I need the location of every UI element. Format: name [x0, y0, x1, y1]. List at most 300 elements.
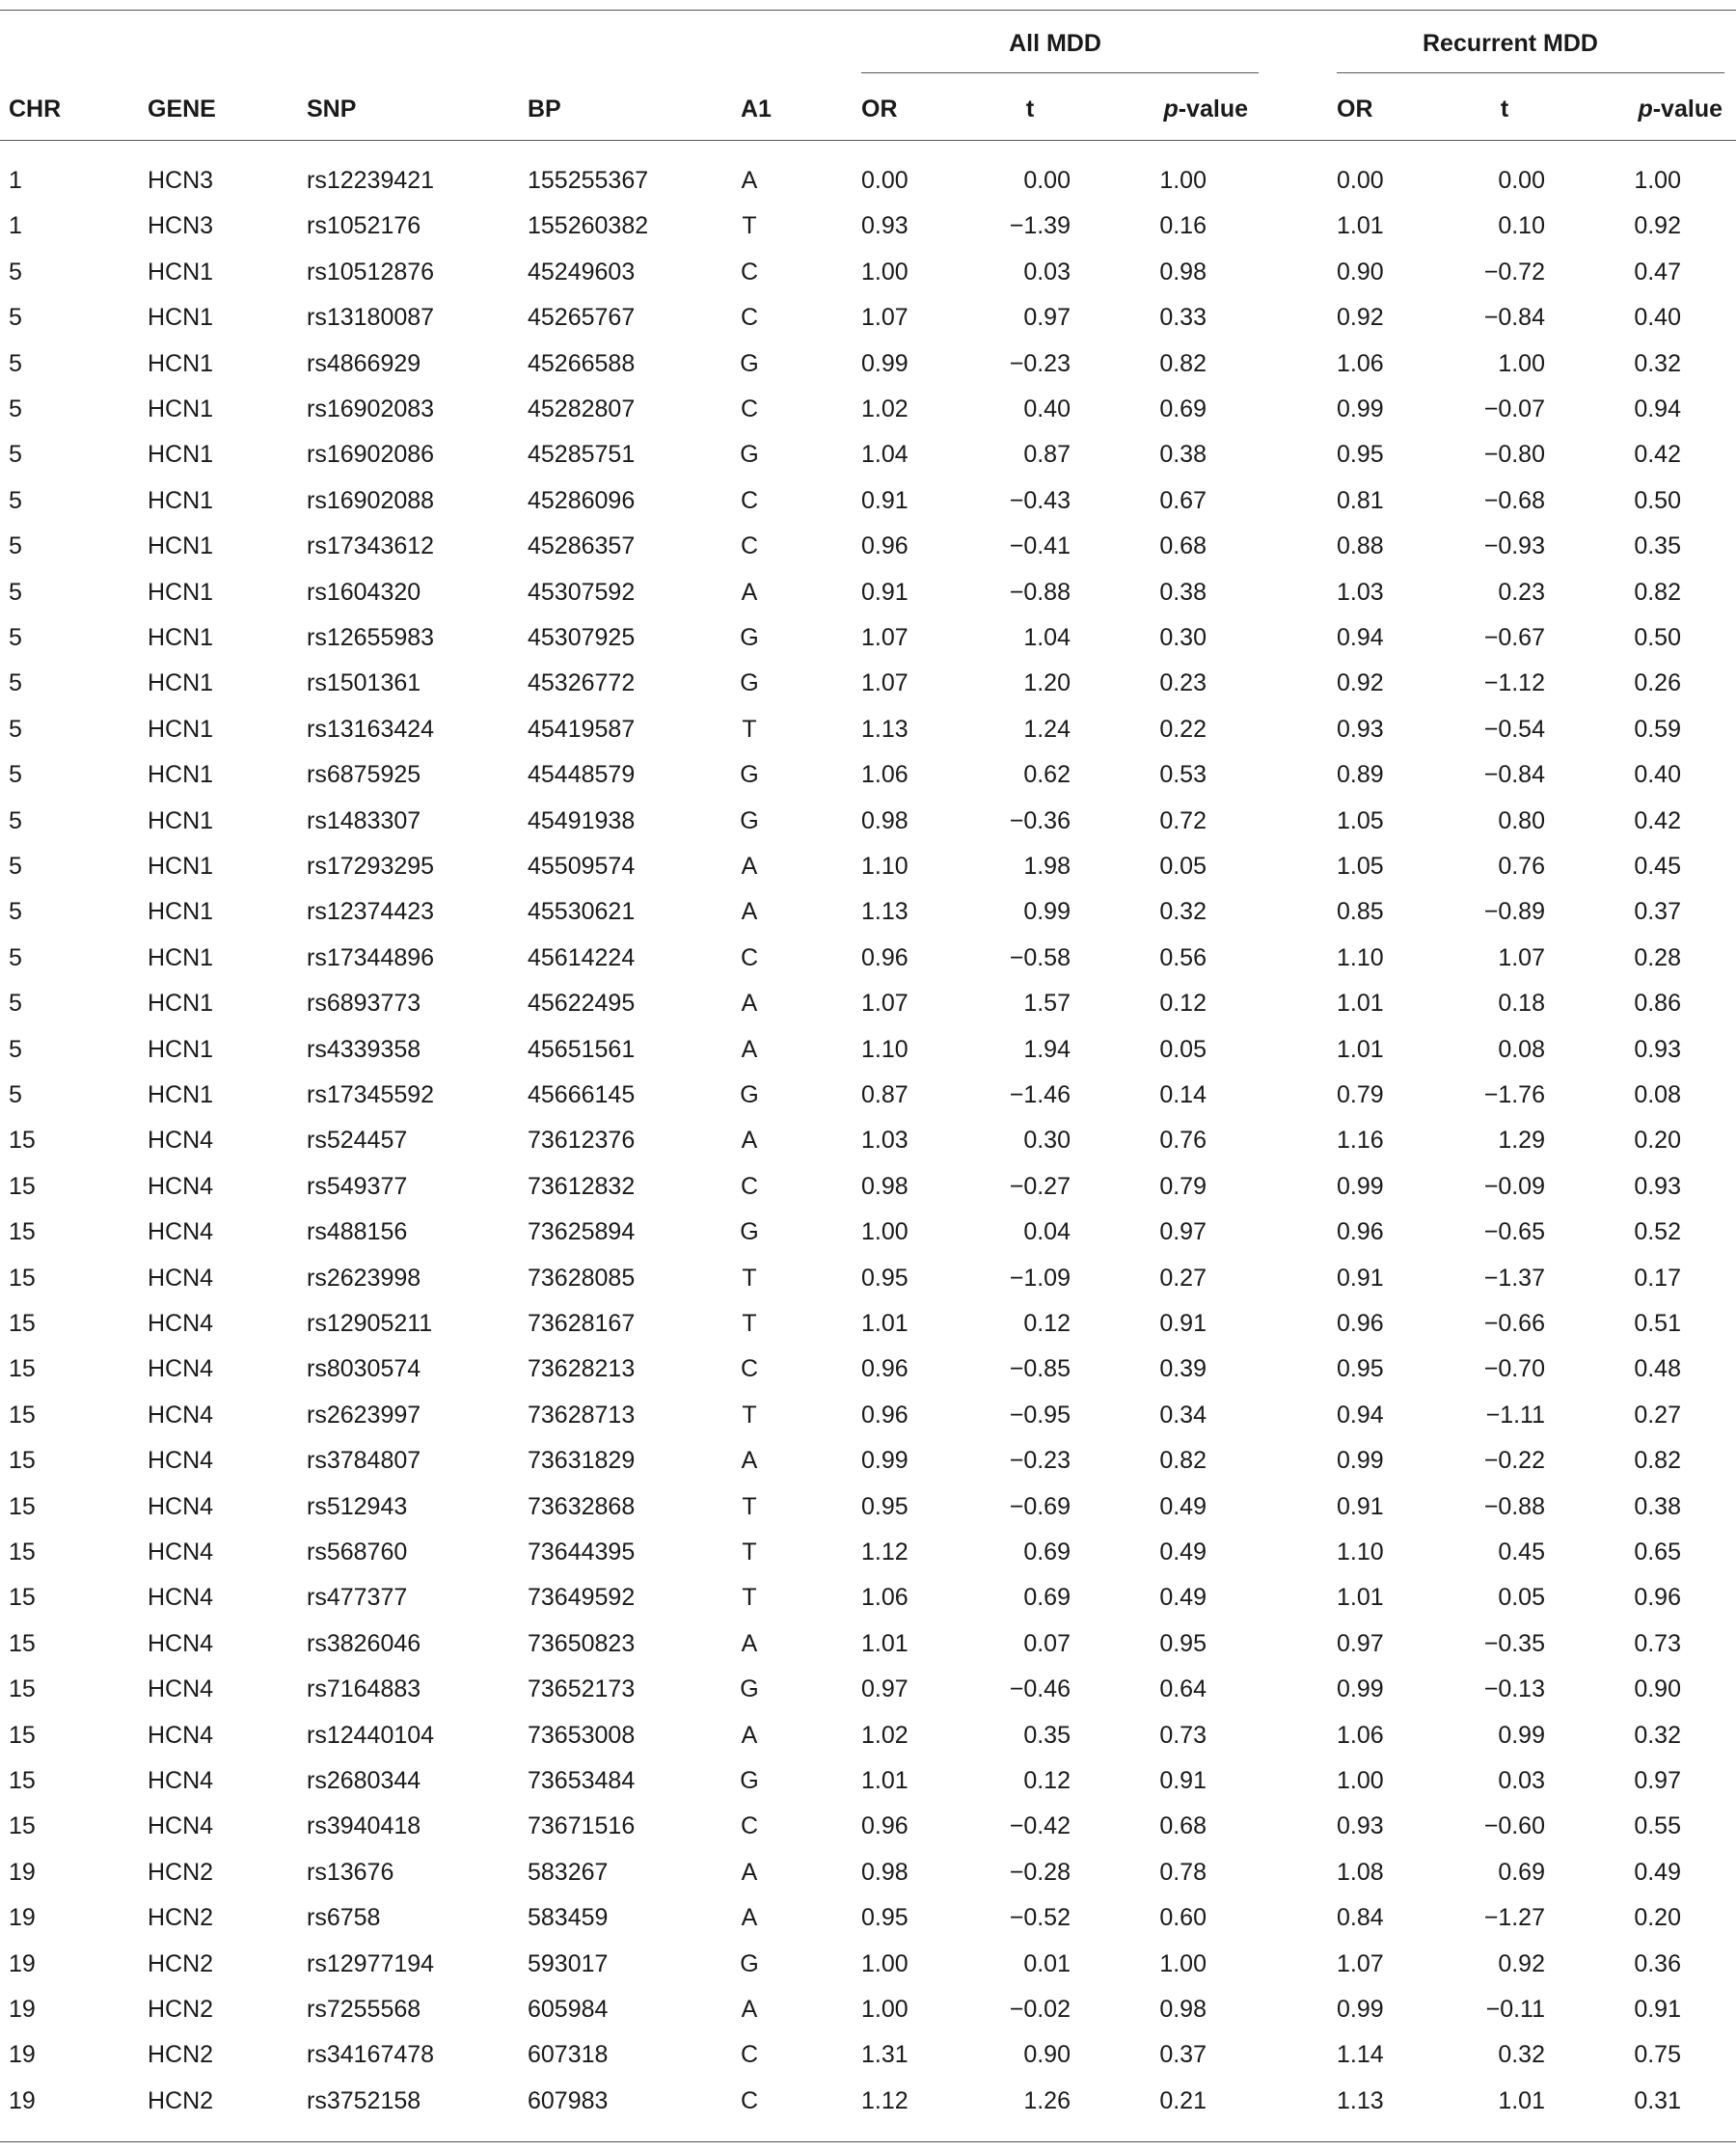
cell-t-all: 0.01	[1023, 1949, 1071, 1977]
cell-snp: rs488156	[307, 1218, 408, 1246]
cell-chr: 15	[9, 1218, 36, 1246]
cell-t-recurrent: 0.05	[1498, 1584, 1545, 1612]
cell-bp: 73632868	[528, 1492, 636, 1520]
cell-bp: 73631829	[528, 1447, 636, 1475]
bottom-rule	[0, 2141, 1736, 2142]
cell-p-all: 0.37	[1159, 2041, 1207, 2069]
cell-or-all: 0.96	[861, 532, 909, 560]
cell-p-all: 0.68	[1159, 532, 1207, 560]
cell-or-all: 1.13	[861, 715, 909, 743]
cell-p-recurrent: 0.50	[1634, 486, 1681, 514]
cell-t-recurrent: −0.70	[1483, 1355, 1545, 1383]
cell-p-all: 0.05	[1159, 853, 1207, 880]
cell-t-all: −0.02	[1009, 1996, 1071, 2023]
cell-gene: HCN4	[148, 1218, 214, 1246]
cell-p-all: 0.82	[1159, 349, 1207, 377]
cell-gene: HCN2	[148, 2086, 214, 2114]
cell-p-recurrent: 0.17	[1634, 1264, 1681, 1292]
cell-chr: 5	[9, 1081, 22, 1108]
header-p-all	[1163, 95, 1248, 123]
cell-gene: HCN1	[148, 715, 214, 743]
cell-t-recurrent: −0.65	[1483, 1218, 1545, 1246]
cell-t-recurrent: −0.72	[1483, 258, 1545, 286]
cell-snp: rs12977194	[307, 1949, 435, 1977]
cell-chr: 5	[9, 304, 22, 332]
cell-p-recurrent: 0.97	[1634, 1767, 1681, 1794]
cell-t-recurrent: −1.76	[1483, 1081, 1545, 1108]
cell-snp: rs16902083	[307, 395, 435, 422]
cell-or-recurrent: 1.05	[1337, 806, 1384, 834]
cell-p-recurrent: 0.32	[1634, 349, 1681, 377]
cell-p-recurrent: 0.86	[1634, 990, 1681, 1018]
cell-snp: rs3752158	[307, 2086, 421, 2114]
cell-gene: HCN4	[148, 1538, 214, 1566]
cell-gene: HCN1	[148, 943, 214, 971]
cell-or-all: 0.95	[861, 1264, 909, 1292]
cell-t-all: −0.23	[1009, 349, 1071, 377]
header-p-suffix: -value	[1652, 95, 1722, 123]
cell-p-recurrent: 0.40	[1634, 761, 1681, 789]
cell-t-recurrent: 0.92	[1498, 1949, 1545, 1977]
cell-or-recurrent: 0.91	[1337, 1492, 1384, 1520]
cell-a1: C	[740, 395, 759, 422]
cell-gene: HCN4	[148, 1675, 214, 1703]
cell-or-all: 0.91	[861, 486, 909, 514]
cell-a1: T	[742, 1584, 757, 1612]
cell-chr: 19	[9, 1949, 36, 1977]
cell-chr: 5	[9, 669, 22, 697]
cell-snp: rs3784807	[307, 1447, 421, 1475]
cell-bp: 605984	[528, 1996, 609, 2023]
cell-t-recurrent: −0.88	[1483, 1492, 1545, 1520]
cell-p-recurrent: 0.82	[1634, 1447, 1681, 1475]
cell-a1: G	[740, 441, 759, 469]
cell-or-recurrent: 0.91	[1337, 1264, 1384, 1292]
cell-bp: 73628713	[528, 1401, 636, 1429]
cell-chr: 5	[9, 1035, 22, 1063]
group-header-recurrent-mdd: Recurrent MDD	[1423, 30, 1598, 57]
cell-a1: A	[741, 990, 758, 1018]
cell-bp: 73628085	[528, 1264, 636, 1292]
cell-t-recurrent: −0.89	[1483, 898, 1545, 926]
cell-or-recurrent: 0.93	[1337, 715, 1384, 743]
cell-t-all: 0.12	[1023, 1310, 1071, 1337]
cell-bp: 607983	[528, 2086, 609, 2114]
cell-gene: HCN4	[148, 1584, 214, 1612]
cell-p-recurrent: 0.27	[1634, 1401, 1681, 1429]
cell-or-all: 1.00	[861, 1949, 909, 1977]
cell-t-recurrent: −0.66	[1483, 1310, 1545, 1337]
cell-bp: 73644395	[528, 1538, 636, 1566]
cell-t-all: 0.99	[1023, 898, 1071, 926]
cell-gene: HCN3	[148, 212, 214, 240]
cell-chr: 15	[9, 1355, 36, 1383]
cell-or-all: 0.96	[861, 1401, 909, 1429]
cell-p-all: 0.22	[1159, 715, 1207, 743]
cell-p-recurrent: 0.91	[1634, 1996, 1681, 2023]
cell-bp: 73650823	[528, 1629, 636, 1657]
cell-bp: 607318	[528, 2041, 609, 2069]
cell-p-all: 0.97	[1159, 1218, 1207, 1246]
cell-bp: 593017	[528, 1949, 609, 1977]
cell-t-all: −0.43	[1009, 486, 1071, 514]
cell-t-recurrent: 1.00	[1498, 349, 1545, 377]
cell-chr: 1	[9, 167, 22, 194]
cell-chr: 5	[9, 258, 22, 286]
cell-a1: A	[741, 1904, 758, 1932]
cell-p-recurrent: 0.20	[1634, 1904, 1681, 1932]
cell-snp: rs4866929	[307, 349, 421, 377]
cell-p-all: 1.00	[1159, 167, 1207, 194]
cell-bp: 45326772	[528, 669, 636, 697]
cell-p-all: 0.91	[1159, 1310, 1207, 1337]
cell-gene: HCN4	[148, 1264, 214, 1292]
cell-or-recurrent: 0.99	[1337, 395, 1384, 422]
cell-p-all: 0.76	[1159, 1127, 1207, 1155]
cell-bp: 73612376	[528, 1127, 636, 1155]
cell-gene: HCN1	[148, 395, 214, 422]
cell-t-recurrent: −0.93	[1483, 532, 1545, 560]
cell-or-recurrent: 0.92	[1337, 304, 1384, 332]
cell-chr: 15	[9, 1812, 36, 1840]
cell-or-all: 1.10	[861, 853, 909, 880]
cell-or-recurrent: 0.96	[1337, 1218, 1384, 1246]
cell-t-all: 0.04	[1023, 1218, 1071, 1246]
cell-gene: HCN3	[148, 167, 214, 194]
cell-gene: HCN1	[148, 441, 214, 469]
cell-or-recurrent: 1.08	[1337, 1858, 1384, 1886]
cell-bp: 155255367	[528, 167, 649, 194]
cell-snp: rs12905211	[307, 1310, 433, 1337]
cell-or-all: 1.12	[861, 2086, 909, 2114]
cell-or-recurrent: 0.99	[1337, 1996, 1384, 2023]
cell-p-all: 1.00	[1159, 1949, 1207, 1977]
cell-snp: rs6875925	[307, 761, 421, 789]
cell-p-recurrent: 0.93	[1634, 1035, 1681, 1063]
cell-or-all: 1.00	[861, 1218, 909, 1246]
cell-p-recurrent: 0.52	[1634, 1218, 1681, 1246]
cell-a1: C	[740, 1812, 759, 1840]
cell-t-all: −0.85	[1009, 1355, 1071, 1383]
cell-t-recurrent: −0.11	[1485, 1996, 1545, 2023]
cell-gene: HCN4	[148, 1127, 214, 1155]
cell-p-all: 0.16	[1159, 212, 1207, 240]
cell-t-all: −0.27	[1009, 1172, 1071, 1200]
cell-gene: HCN2	[148, 1904, 214, 1932]
cell-a1: G	[740, 1767, 759, 1794]
cell-t-all: 0.90	[1023, 2041, 1071, 2069]
cell-or-all: 1.01	[861, 1767, 909, 1794]
cell-a1: A	[741, 578, 758, 606]
cell-snp: rs524457	[307, 1127, 408, 1155]
cell-or-recurrent: 1.00	[1337, 1767, 1384, 1794]
cell-bp: 45266588	[528, 349, 636, 377]
cell-chr: 5	[9, 761, 22, 789]
group-rule-all-mdd	[861, 72, 1259, 73]
cell-t-recurrent: −1.37	[1483, 1264, 1545, 1292]
cell-t-all: −0.46	[1009, 1675, 1071, 1703]
cell-p-all: 0.73	[1159, 1721, 1207, 1749]
cell-t-recurrent: −0.84	[1483, 304, 1545, 332]
cell-t-all: −0.36	[1009, 806, 1071, 834]
cell-bp: 45614224	[528, 943, 636, 971]
cell-or-all: 1.07	[861, 624, 909, 651]
cell-t-all: 1.57	[1023, 990, 1071, 1018]
cell-gene: HCN4	[148, 1401, 214, 1429]
cell-or-recurrent: 0.99	[1337, 1675, 1384, 1703]
cell-or-recurrent: 1.10	[1337, 943, 1384, 971]
cell-snp: rs17345592	[307, 1081, 435, 1108]
cell-a1: A	[741, 1858, 758, 1886]
cell-or-all: 1.00	[861, 258, 909, 286]
cell-a1: A	[741, 1996, 758, 2023]
cell-a1: C	[740, 304, 759, 332]
cell-t-recurrent: 0.76	[1498, 853, 1545, 880]
cell-p-recurrent: 0.42	[1634, 441, 1681, 469]
cell-snp: rs6758	[307, 1904, 381, 1932]
cell-a1: C	[740, 2041, 759, 2069]
cell-p-recurrent: 0.48	[1634, 1355, 1681, 1383]
cell-or-recurrent: 1.01	[1337, 212, 1384, 240]
cell-t-recurrent: 0.18	[1498, 990, 1545, 1018]
cell-snp: rs17343612	[307, 532, 435, 560]
cell-a1: T	[742, 212, 757, 240]
cell-p-recurrent: 0.90	[1634, 1675, 1681, 1703]
cell-bp: 45509574	[528, 853, 636, 880]
cell-t-all: 0.69	[1023, 1584, 1071, 1612]
cell-gene: HCN1	[148, 898, 214, 926]
cell-chr: 19	[9, 1858, 36, 1886]
cell-p-all: 0.49	[1159, 1538, 1207, 1566]
cell-p-all: 0.38	[1159, 578, 1207, 606]
cell-or-recurrent: 1.06	[1337, 1721, 1384, 1749]
cell-t-recurrent: −0.68	[1483, 486, 1545, 514]
cell-p-all: 0.33	[1159, 304, 1207, 332]
cell-p-all: 0.78	[1159, 1858, 1207, 1886]
cell-snp: rs549377	[307, 1172, 408, 1200]
cell-gene: HCN4	[148, 1492, 214, 1520]
cell-p-recurrent: 0.96	[1634, 1584, 1681, 1612]
cell-snp: rs1604320	[307, 578, 421, 606]
cell-bp: 73671516	[528, 1812, 636, 1840]
cell-chr: 5	[9, 715, 22, 743]
cell-gene: HCN2	[148, 1996, 214, 2023]
cell-chr: 15	[9, 1721, 36, 1749]
cell-bp: 583459	[528, 1904, 609, 1932]
cell-t-recurrent: 0.80	[1498, 806, 1545, 834]
cell-chr: 15	[9, 1447, 36, 1475]
header-snp: SNP	[307, 95, 357, 123]
cell-gene: HCN1	[148, 1035, 214, 1063]
cell-chr: 5	[9, 624, 22, 651]
cell-p-all: 0.72	[1159, 806, 1207, 834]
cell-a1: C	[740, 258, 759, 286]
cell-t-all: −1.46	[1009, 1081, 1071, 1108]
cell-or-all: 1.00	[861, 1996, 909, 2023]
cell-t-recurrent: 0.32	[1498, 2041, 1545, 2069]
cell-chr: 15	[9, 1629, 36, 1657]
cell-p-recurrent: 0.92	[1634, 212, 1681, 240]
cell-or-recurrent: 0.97	[1337, 1629, 1384, 1657]
cell-p-recurrent: 1.00	[1634, 167, 1681, 194]
cell-or-all: 1.10	[861, 1035, 909, 1063]
cell-snp: rs12655983	[307, 624, 435, 651]
cell-bp: 45282807	[528, 395, 636, 422]
cell-t-recurrent: −0.35	[1483, 1629, 1545, 1657]
cell-p-recurrent: 0.31	[1634, 2086, 1681, 2114]
cell-t-all: 0.40	[1023, 395, 1071, 422]
cell-chr: 5	[9, 578, 22, 606]
cell-p-recurrent: 0.20	[1634, 1127, 1681, 1155]
cell-a1: G	[740, 669, 759, 697]
cell-a1: A	[741, 1447, 758, 1475]
cell-or-all: 1.31	[861, 2041, 909, 2069]
cell-t-recurrent: 0.45	[1498, 1538, 1545, 1566]
cell-gene: HCN4	[148, 1629, 214, 1657]
cell-or-all: 0.87	[861, 1081, 909, 1108]
cell-t-all: 0.00	[1023, 167, 1071, 194]
cell-t-all: −0.23	[1009, 1447, 1071, 1475]
cell-snp: rs16902086	[307, 441, 435, 469]
cell-or-all: 0.96	[861, 1812, 909, 1840]
cell-or-all: 1.04	[861, 441, 909, 469]
cell-chr: 5	[9, 349, 22, 377]
cell-t-recurrent: 0.69	[1498, 1858, 1545, 1886]
cell-t-recurrent: −0.22	[1483, 1447, 1545, 1475]
cell-gene: HCN4	[148, 1767, 214, 1794]
group-header-all-mdd: All MDD	[1009, 30, 1101, 57]
cell-p-all: 0.56	[1159, 943, 1207, 971]
cell-snp: rs8030574	[307, 1355, 421, 1383]
cell-p-all: 0.27	[1159, 1264, 1207, 1292]
cell-t-all: −0.52	[1009, 1904, 1071, 1932]
cell-t-all: 0.62	[1023, 761, 1071, 789]
cell-bp: 45307592	[528, 578, 636, 606]
cell-or-recurrent: 1.10	[1337, 1538, 1384, 1566]
cell-or-recurrent: 0.81	[1337, 486, 1384, 514]
cell-or-recurrent: 1.01	[1337, 1035, 1384, 1063]
cell-or-all: 1.07	[861, 304, 909, 332]
cell-snp: rs512943	[307, 1492, 408, 1520]
cell-p-recurrent: 0.26	[1634, 669, 1681, 697]
cell-chr: 5	[9, 395, 22, 422]
header-gene: GENE	[148, 95, 216, 123]
cell-chr: 5	[9, 990, 22, 1018]
cell-or-recurrent: 1.03	[1337, 578, 1384, 606]
cell-or-all: 0.93	[861, 212, 909, 240]
cell-snp: rs17344896	[307, 943, 435, 971]
cell-t-all: −0.88	[1009, 578, 1071, 606]
cell-chr: 1	[9, 212, 22, 240]
cell-p-recurrent: 0.08	[1634, 1081, 1681, 1108]
cell-a1: C	[740, 532, 759, 560]
cell-bp: 73652173	[528, 1675, 636, 1703]
cell-p-recurrent: 0.93	[1634, 1172, 1681, 1200]
cell-or-recurrent: 0.85	[1337, 898, 1384, 926]
cell-t-recurrent: −1.27	[1483, 1904, 1545, 1932]
cell-gene: HCN1	[148, 349, 214, 377]
cell-bp: 45285751	[528, 441, 636, 469]
cell-chr: 19	[9, 1996, 36, 2023]
cell-t-all: 0.69	[1023, 1538, 1071, 1566]
cell-bp: 45666145	[528, 1081, 636, 1108]
cell-p-all: 0.39	[1159, 1355, 1207, 1383]
cell-t-recurrent: −0.54	[1483, 715, 1545, 743]
cell-t-recurrent: 1.01	[1498, 2086, 1545, 2114]
cell-p-all: 0.30	[1159, 624, 1207, 651]
cell-bp: 45651561	[528, 1035, 636, 1063]
cell-or-all: 1.12	[861, 1538, 909, 1566]
cell-t-recurrent: −0.07	[1483, 395, 1545, 422]
cell-chr: 15	[9, 1264, 36, 1292]
cell-p-all: 0.53	[1159, 761, 1207, 789]
cell-or-recurrent: 0.84	[1337, 1904, 1384, 1932]
cell-t-all: 0.30	[1023, 1127, 1071, 1155]
cell-t-recurrent: 1.07	[1498, 943, 1545, 971]
cell-chr: 5	[9, 898, 22, 926]
cell-or-recurrent: 0.90	[1337, 258, 1384, 286]
cell-a1: G	[740, 1949, 759, 1977]
cell-p-all: 0.98	[1159, 1996, 1207, 2023]
cell-a1: T	[742, 1401, 757, 1429]
cell-p-all: 0.68	[1159, 1812, 1207, 1840]
cell-or-all: 0.96	[861, 1355, 909, 1383]
cell-t-all: 1.20	[1023, 669, 1071, 697]
cell-bp: 45286096	[528, 486, 636, 514]
cell-chr: 15	[9, 1538, 36, 1566]
cell-gene: HCN1	[148, 806, 214, 834]
cell-bp: 73612832	[528, 1172, 636, 1200]
cell-bp: 45249603	[528, 258, 636, 286]
cell-t-all: −0.95	[1009, 1401, 1071, 1429]
cell-a1: A	[741, 898, 758, 926]
cell-t-all: 0.35	[1023, 1721, 1071, 1749]
cell-or-all: 0.98	[861, 1858, 909, 1886]
cell-or-recurrent: 0.96	[1337, 1310, 1384, 1337]
cell-or-recurrent: 0.93	[1337, 1812, 1384, 1840]
header-t-recurrent: t	[1500, 95, 1509, 123]
cell-a1: G	[740, 349, 759, 377]
cell-gene: HCN2	[148, 1858, 214, 1886]
cell-gene: HCN4	[148, 1812, 214, 1840]
cell-a1: C	[740, 486, 759, 514]
cell-or-all: 0.91	[861, 578, 909, 606]
cell-p-recurrent: 0.59	[1634, 715, 1681, 743]
cell-or-all: 0.98	[861, 806, 909, 834]
cell-snp: rs6893773	[307, 990, 421, 1018]
cell-chr: 5	[9, 806, 22, 834]
cell-snp: rs10512876	[307, 258, 435, 286]
cell-chr: 5	[9, 853, 22, 880]
cell-gene: HCN1	[148, 258, 214, 286]
cell-chr: 5	[9, 441, 22, 469]
cell-or-all: 0.95	[861, 1904, 909, 1932]
cell-or-all: 1.06	[861, 1584, 909, 1612]
cell-chr: 15	[9, 1767, 36, 1794]
header-or-recurrent: OR	[1337, 95, 1373, 123]
cell-snp: rs2623997	[307, 1401, 421, 1429]
cell-gene: HCN1	[148, 486, 214, 514]
cell-chr: 19	[9, 2041, 36, 2069]
cell-chr: 15	[9, 1310, 36, 1337]
cell-p-all: 0.32	[1159, 898, 1207, 926]
cell-t-all: 0.03	[1023, 258, 1071, 286]
cell-bp: 73628213	[528, 1355, 636, 1383]
cell-or-all: 0.97	[861, 1675, 909, 1703]
cell-a1: T	[742, 1492, 757, 1520]
cell-a1: C	[740, 1172, 759, 1200]
cell-snp: rs16902088	[307, 486, 435, 514]
